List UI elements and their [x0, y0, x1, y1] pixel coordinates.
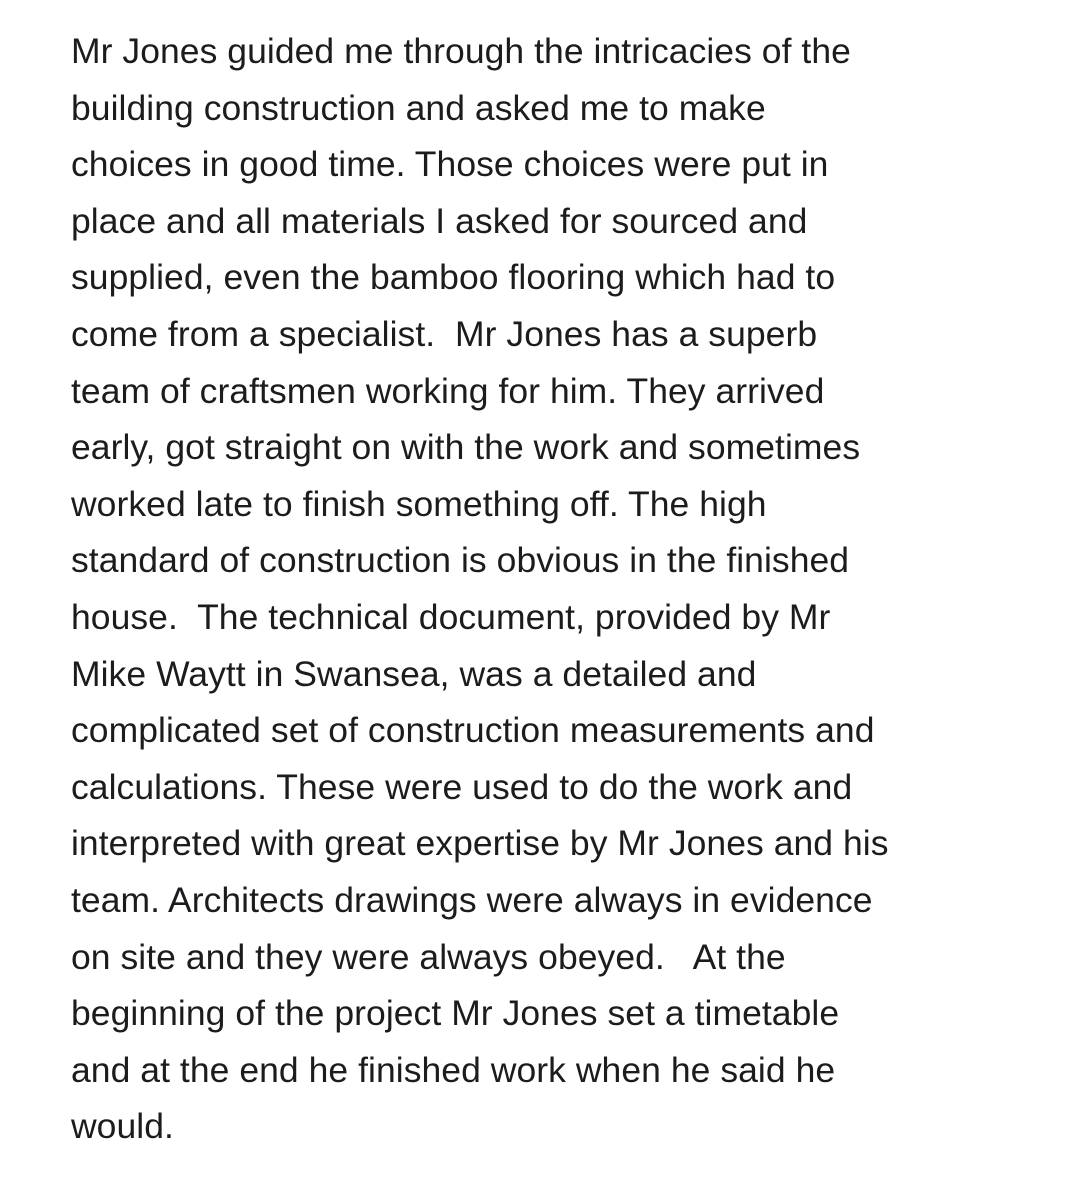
note-line: come from a specialist. Mr Jones has a superb [71, 313, 818, 354]
note-text-body[interactable] [71, 23, 1061, 1155]
note-line: interpreted with great expertise by Mr Jones and his [71, 823, 889, 864]
note-line: calculations. These were used to do the work and [71, 766, 853, 807]
note-line: worked late to finish something off. The high [71, 483, 767, 524]
note-line: house. The technical document, provided by Mr [71, 596, 831, 637]
note-line: and at the end he finished work when he said he [71, 1049, 836, 1090]
note-line: team. Architects drawings were always in evidence [71, 879, 873, 920]
note-line: early, got straight on with the work and sometimes [71, 427, 861, 468]
note-line: on site and they were always obeyed. At the [71, 936, 786, 977]
note-line: supplied, even the bamboo flooring which had to [71, 257, 836, 298]
note-line: beginning of the project Mr Jones set a timetable [71, 993, 840, 1034]
note-line: Mike Waytt in Swansea, was a detailed and [71, 653, 757, 694]
note-line: complicated set of construction measurements and [71, 710, 875, 751]
note-line: standard of construction is obvious in the finished [71, 540, 850, 581]
note-line: would. [71, 1106, 174, 1147]
note-line: place and all materials I asked for sourced and [71, 200, 808, 241]
note-line: Mr Jones guided me through the intricacies of the [71, 31, 851, 71]
note-line: building construction and asked me to make [71, 87, 766, 128]
note-line: team of craftsmen working for him. They arrived [71, 370, 825, 411]
note-line: choices in good time. Those choices were put in [71, 144, 829, 185]
